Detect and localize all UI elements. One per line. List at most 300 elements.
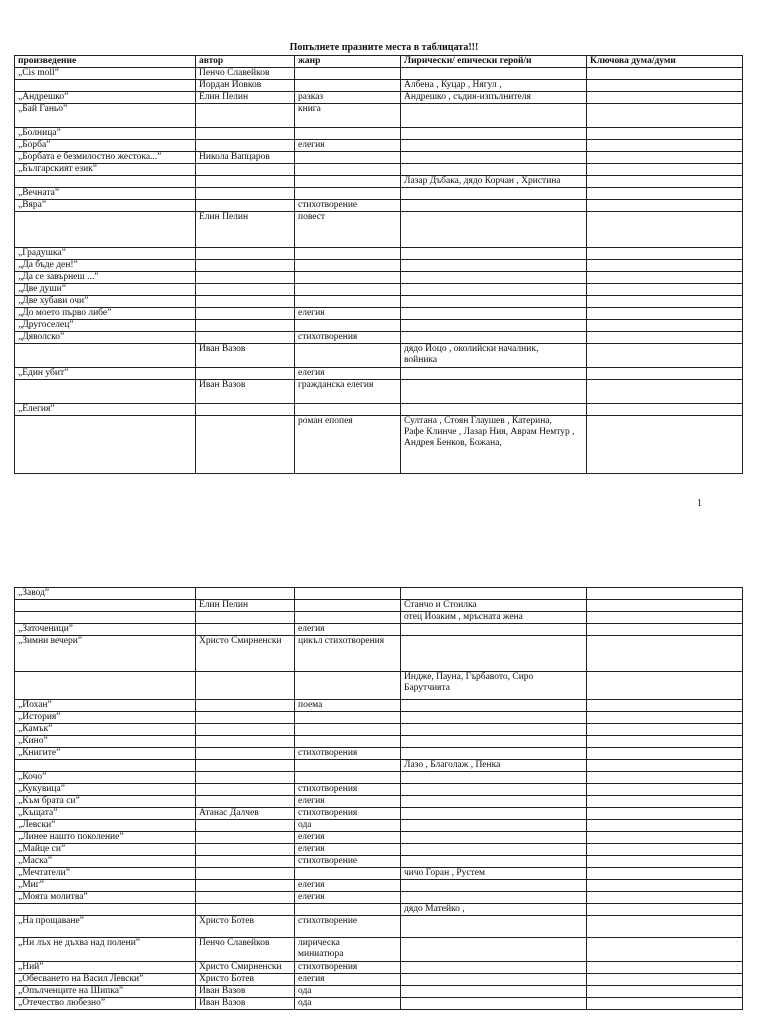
cell-keywords bbox=[587, 308, 743, 320]
page-number: 1 bbox=[697, 498, 702, 509]
cell-author bbox=[196, 308, 295, 320]
cell-genre bbox=[295, 128, 401, 140]
table-row bbox=[15, 892, 743, 904]
works-table-page-2 bbox=[14, 587, 743, 1010]
cell-work: „Вяра” bbox=[15, 200, 196, 212]
cell-author: Христо Ботев bbox=[196, 916, 295, 938]
cell-work bbox=[15, 904, 196, 916]
table-row bbox=[15, 880, 743, 892]
cell-heroes bbox=[401, 212, 587, 248]
table-header-row bbox=[15, 56, 743, 68]
table-row bbox=[15, 332, 743, 344]
table-row bbox=[15, 260, 743, 272]
cell-heroes bbox=[401, 152, 587, 164]
cell-genre: поема bbox=[295, 700, 401, 712]
cell-heroes bbox=[401, 748, 587, 760]
cell-keywords bbox=[587, 808, 743, 820]
cell-keywords bbox=[587, 272, 743, 284]
table-row bbox=[15, 636, 743, 672]
cell-heroes bbox=[401, 880, 587, 892]
table-row bbox=[15, 164, 743, 176]
cell-author bbox=[196, 844, 295, 856]
cell-heroes bbox=[401, 974, 587, 986]
cell-keywords bbox=[587, 600, 743, 612]
cell-work: „Ни лъх не дъхва над полени” bbox=[15, 938, 196, 962]
cell-author bbox=[196, 796, 295, 808]
cell-keywords bbox=[587, 588, 743, 600]
cell-keywords bbox=[587, 344, 743, 368]
cell-genre bbox=[295, 152, 401, 164]
cell-genre: роман епопея bbox=[295, 416, 401, 474]
cell-work: „Две хубави очи” bbox=[15, 296, 196, 308]
table-row bbox=[15, 600, 743, 612]
cell-author bbox=[196, 368, 295, 380]
cell-heroes bbox=[401, 998, 587, 1010]
cell-author bbox=[196, 104, 295, 128]
cell-genre: елегия bbox=[295, 892, 401, 904]
cell-keywords bbox=[587, 188, 743, 200]
cell-author bbox=[196, 284, 295, 296]
cell-author bbox=[196, 200, 295, 212]
table-row bbox=[15, 92, 743, 104]
table-row bbox=[15, 904, 743, 916]
table-row bbox=[15, 832, 743, 844]
cell-genre bbox=[295, 868, 401, 880]
cell-keywords bbox=[587, 892, 743, 904]
cell-keywords bbox=[587, 284, 743, 296]
table-row bbox=[15, 938, 743, 962]
cell-keywords bbox=[587, 962, 743, 974]
cell-genre bbox=[295, 80, 401, 92]
cell-author bbox=[196, 416, 295, 474]
cell-heroes bbox=[401, 260, 587, 272]
cell-heroes: Лазар Дъбака, дядо Корчан , Христина bbox=[401, 176, 587, 188]
cell-author: Христо Ботев bbox=[196, 974, 295, 986]
cell-genre: лирическа миниатюра bbox=[295, 938, 401, 962]
cell-keywords bbox=[587, 416, 743, 474]
cell-author bbox=[196, 404, 295, 416]
cell-author bbox=[196, 624, 295, 636]
cell-genre bbox=[295, 284, 401, 296]
cell-genre: елегия bbox=[295, 880, 401, 892]
table-row bbox=[15, 624, 743, 636]
cell-genre: елегия bbox=[295, 624, 401, 636]
cell-keywords bbox=[587, 332, 743, 344]
table-row bbox=[15, 796, 743, 808]
cell-work: „Бай Ганьо” bbox=[15, 104, 196, 128]
cell-keywords bbox=[587, 200, 743, 212]
cell-genre: стихотворения bbox=[295, 784, 401, 796]
cell-author bbox=[196, 248, 295, 260]
column-header-keywords: Ключова дума/думи bbox=[587, 56, 743, 68]
cell-author bbox=[196, 748, 295, 760]
cell-heroes bbox=[401, 736, 587, 748]
cell-work bbox=[15, 380, 196, 404]
cell-author bbox=[196, 672, 295, 700]
cell-genre: ода bbox=[295, 986, 401, 998]
cell-heroes bbox=[401, 636, 587, 672]
cell-work: „Маска” bbox=[15, 856, 196, 868]
cell-heroes: Албена , Куцар , Нягул , bbox=[401, 80, 587, 92]
cell-heroes bbox=[401, 892, 587, 904]
cell-author bbox=[196, 176, 295, 188]
cell-work: „Линее нашто поколение” bbox=[15, 832, 196, 844]
table-row bbox=[15, 724, 743, 736]
cell-heroes bbox=[401, 404, 587, 416]
cell-keywords bbox=[587, 320, 743, 332]
cell-author bbox=[196, 868, 295, 880]
cell-genre: книга bbox=[295, 104, 401, 128]
cell-genre bbox=[295, 296, 401, 308]
cell-keywords bbox=[587, 128, 743, 140]
cell-keywords bbox=[587, 760, 743, 772]
cell-author bbox=[196, 772, 295, 784]
cell-work: „До моето първо либе” bbox=[15, 308, 196, 320]
cell-genre bbox=[295, 176, 401, 188]
column-header-work: произведение bbox=[15, 56, 196, 68]
cell-work bbox=[15, 600, 196, 612]
cell-heroes bbox=[401, 128, 587, 140]
cell-genre: елегия bbox=[295, 368, 401, 380]
cell-work: „Ний” bbox=[15, 962, 196, 974]
cell-work: „Зимни вечери” bbox=[15, 636, 196, 672]
cell-keywords bbox=[587, 938, 743, 962]
table-row bbox=[15, 784, 743, 796]
cell-keywords bbox=[587, 712, 743, 724]
cell-genre: цикъл стихотворения bbox=[295, 636, 401, 672]
works-table-page-1 bbox=[14, 55, 743, 474]
cell-heroes bbox=[401, 380, 587, 404]
cell-genre bbox=[295, 344, 401, 368]
cell-genre: ода bbox=[295, 820, 401, 832]
cell-keywords bbox=[587, 636, 743, 672]
cell-genre bbox=[295, 248, 401, 260]
cell-heroes bbox=[401, 938, 587, 962]
cell-work bbox=[15, 212, 196, 248]
cell-author bbox=[196, 880, 295, 892]
cell-heroes bbox=[401, 284, 587, 296]
cell-heroes bbox=[401, 724, 587, 736]
cell-genre bbox=[295, 904, 401, 916]
cell-heroes bbox=[401, 820, 587, 832]
column-header-genre: жанр bbox=[295, 56, 401, 68]
cell-genre: стихотворения bbox=[295, 748, 401, 760]
table-row bbox=[15, 736, 743, 748]
cell-keywords bbox=[587, 624, 743, 636]
cell-work: „Борбата е безмилостно жестока...” bbox=[15, 152, 196, 164]
cell-genre bbox=[295, 260, 401, 272]
cell-work: „Обесването на Васил Левски” bbox=[15, 974, 196, 986]
cell-heroes: отец Иоаким , мръсната жена bbox=[401, 612, 587, 624]
cell-keywords bbox=[587, 212, 743, 248]
cell-work bbox=[15, 344, 196, 368]
cell-heroes bbox=[401, 588, 587, 600]
cell-work: „Вечната” bbox=[15, 188, 196, 200]
cell-work: „Две души” bbox=[15, 284, 196, 296]
cell-keywords bbox=[587, 724, 743, 736]
cell-keywords bbox=[587, 296, 743, 308]
cell-heroes: дядо Матейко , bbox=[401, 904, 587, 916]
cell-keywords bbox=[587, 986, 743, 998]
table-row bbox=[15, 200, 743, 212]
table-row bbox=[15, 104, 743, 128]
cell-work bbox=[15, 612, 196, 624]
table-row bbox=[15, 856, 743, 868]
cell-genre: стихотворение bbox=[295, 856, 401, 868]
cell-genre: елегия bbox=[295, 796, 401, 808]
cell-keywords bbox=[587, 748, 743, 760]
cell-author: Христо Смирненски bbox=[196, 962, 295, 974]
cell-keywords bbox=[587, 820, 743, 832]
cell-work bbox=[15, 176, 196, 188]
cell-author: Иван Вазов bbox=[196, 380, 295, 404]
cell-genre: елегия bbox=[295, 974, 401, 986]
cell-work: „Градушка” bbox=[15, 248, 196, 260]
cell-heroes bbox=[401, 68, 587, 80]
table-row bbox=[15, 152, 743, 164]
cell-work: „Моята молитва” bbox=[15, 892, 196, 904]
table-row bbox=[15, 588, 743, 600]
cell-genre bbox=[295, 724, 401, 736]
cell-work: „Кочо” bbox=[15, 772, 196, 784]
cell-heroes bbox=[401, 986, 587, 998]
cell-genre bbox=[295, 164, 401, 176]
cell-heroes bbox=[401, 140, 587, 152]
cell-author bbox=[196, 760, 295, 772]
table-row bbox=[15, 368, 743, 380]
cell-work: „Книгите” bbox=[15, 748, 196, 760]
cell-keywords bbox=[587, 140, 743, 152]
cell-author bbox=[196, 128, 295, 140]
cell-work: „Cis moll” bbox=[15, 68, 196, 80]
table-row bbox=[15, 916, 743, 938]
cell-heroes bbox=[401, 164, 587, 176]
cell-work: „Дяволско” bbox=[15, 332, 196, 344]
cell-genre bbox=[295, 712, 401, 724]
cell-keywords bbox=[587, 68, 743, 80]
cell-author: Иван Вазов bbox=[196, 344, 295, 368]
cell-heroes bbox=[401, 272, 587, 284]
cell-keywords bbox=[587, 736, 743, 748]
cell-heroes: Султана , Стоян Глаушев , Катерина, Рафе Клинче , Лазар Ния, Аврам Немтур , Андрея Бенков, Божана, bbox=[401, 416, 587, 474]
cell-author bbox=[196, 892, 295, 904]
cell-keywords bbox=[587, 612, 743, 624]
cell-author bbox=[196, 612, 295, 624]
cell-keywords bbox=[587, 404, 743, 416]
cell-genre bbox=[295, 672, 401, 700]
cell-heroes: Станчо и Стоилка bbox=[401, 600, 587, 612]
table-row bbox=[15, 68, 743, 80]
table-row bbox=[15, 188, 743, 200]
cell-heroes bbox=[401, 200, 587, 212]
table-row bbox=[15, 140, 743, 152]
cell-keywords bbox=[587, 80, 743, 92]
cell-author: Елин Пелин bbox=[196, 212, 295, 248]
cell-work: „Заточеници” bbox=[15, 624, 196, 636]
cell-work: „Кино” bbox=[15, 736, 196, 748]
cell-author: Иван Вазов bbox=[196, 998, 295, 1010]
cell-heroes: чичо Горан , Рустем bbox=[401, 868, 587, 880]
cell-author bbox=[196, 188, 295, 200]
cell-work: „Йохан” bbox=[15, 700, 196, 712]
cell-keywords bbox=[587, 260, 743, 272]
cell-genre: стихотворения bbox=[295, 962, 401, 974]
cell-genre: гражданска елегия bbox=[295, 380, 401, 404]
cell-keywords bbox=[587, 856, 743, 868]
cell-author bbox=[196, 320, 295, 332]
cell-work: „История” bbox=[15, 712, 196, 724]
table-row bbox=[15, 612, 743, 624]
cell-heroes bbox=[401, 368, 587, 380]
table-row bbox=[15, 416, 743, 474]
cell-keywords bbox=[587, 772, 743, 784]
cell-genre bbox=[295, 612, 401, 624]
cell-author bbox=[196, 832, 295, 844]
cell-genre bbox=[295, 772, 401, 784]
cell-author bbox=[196, 588, 295, 600]
table-row bbox=[15, 748, 743, 760]
cell-genre bbox=[295, 320, 401, 332]
cell-keywords bbox=[587, 104, 743, 128]
cell-keywords bbox=[587, 164, 743, 176]
cell-heroes bbox=[401, 104, 587, 128]
cell-work bbox=[15, 416, 196, 474]
cell-work: „Да се завърнеш ...” bbox=[15, 272, 196, 284]
table-row bbox=[15, 760, 743, 772]
cell-work: „Да бъде ден!” bbox=[15, 260, 196, 272]
cell-heroes bbox=[401, 962, 587, 974]
cell-keywords bbox=[587, 844, 743, 856]
cell-genre bbox=[295, 760, 401, 772]
cell-work: „Болница” bbox=[15, 128, 196, 140]
cell-author bbox=[196, 856, 295, 868]
cell-work: „Отечество любезно” bbox=[15, 998, 196, 1010]
cell-heroes bbox=[401, 332, 587, 344]
page-title: Попълнете празните места в таблицата!!! bbox=[289, 42, 479, 53]
cell-work: „Миг” bbox=[15, 880, 196, 892]
column-header-heroes: Лирически/ епически герой/и bbox=[401, 56, 587, 68]
table-row bbox=[15, 974, 743, 986]
cell-keywords bbox=[587, 700, 743, 712]
table-row bbox=[15, 272, 743, 284]
cell-author: Иван Вазов bbox=[196, 986, 295, 998]
cell-work: „Камък” bbox=[15, 724, 196, 736]
cell-genre bbox=[295, 188, 401, 200]
cell-heroes: Андрешко , съдия-изпълнителя bbox=[401, 92, 587, 104]
cell-author: Атанас Далчев bbox=[196, 808, 295, 820]
table-row bbox=[15, 320, 743, 332]
table-row bbox=[15, 986, 743, 998]
cell-keywords bbox=[587, 784, 743, 796]
cell-heroes bbox=[401, 844, 587, 856]
table-row bbox=[15, 80, 743, 92]
cell-keywords bbox=[587, 248, 743, 260]
table-row bbox=[15, 820, 743, 832]
cell-work: „Българският език” bbox=[15, 164, 196, 176]
cell-author bbox=[196, 736, 295, 748]
cell-heroes bbox=[401, 796, 587, 808]
cell-work: „Опълченците на Шипка” bbox=[15, 986, 196, 998]
cell-heroes: дядо Йоцо , околийски началник, войника bbox=[401, 344, 587, 368]
table-row bbox=[15, 808, 743, 820]
cell-keywords bbox=[587, 380, 743, 404]
cell-author: Йордан Йовков bbox=[196, 80, 295, 92]
cell-work: „Къщата” bbox=[15, 808, 196, 820]
cell-author bbox=[196, 272, 295, 284]
table-row bbox=[15, 700, 743, 712]
cell-keywords bbox=[587, 92, 743, 104]
cell-author bbox=[196, 904, 295, 916]
cell-author bbox=[196, 700, 295, 712]
cell-heroes bbox=[401, 772, 587, 784]
cell-work: „Към брата си” bbox=[15, 796, 196, 808]
cell-heroes: Индже, Пауна, Гърбавото, Сиро Барутчията bbox=[401, 672, 587, 700]
cell-author bbox=[196, 724, 295, 736]
cell-heroes bbox=[401, 248, 587, 260]
cell-keywords bbox=[587, 796, 743, 808]
cell-keywords bbox=[587, 974, 743, 986]
cell-heroes bbox=[401, 832, 587, 844]
cell-work: „Левски” bbox=[15, 820, 196, 832]
cell-heroes bbox=[401, 856, 587, 868]
cell-author bbox=[196, 260, 295, 272]
cell-genre: елегия bbox=[295, 844, 401, 856]
cell-heroes bbox=[401, 784, 587, 796]
cell-work: „Другоселец” bbox=[15, 320, 196, 332]
cell-genre bbox=[295, 600, 401, 612]
cell-heroes bbox=[401, 712, 587, 724]
table-row bbox=[15, 962, 743, 974]
cell-work: „Кукувица” bbox=[15, 784, 196, 796]
cell-work: „Борба” bbox=[15, 140, 196, 152]
cell-author bbox=[196, 140, 295, 152]
table-row bbox=[15, 672, 743, 700]
cell-keywords bbox=[587, 368, 743, 380]
cell-author: Елин Пелин bbox=[196, 600, 295, 612]
cell-author bbox=[196, 332, 295, 344]
table-row bbox=[15, 284, 743, 296]
cell-genre: стихотворения bbox=[295, 808, 401, 820]
cell-heroes bbox=[401, 296, 587, 308]
table-row bbox=[15, 998, 743, 1010]
cell-heroes bbox=[401, 700, 587, 712]
cell-heroes bbox=[401, 808, 587, 820]
cell-keywords bbox=[587, 868, 743, 880]
cell-work: „Завод” bbox=[15, 588, 196, 600]
cell-author bbox=[196, 296, 295, 308]
cell-author bbox=[196, 164, 295, 176]
cell-author: Никола Вапцаров bbox=[196, 152, 295, 164]
cell-genre: стихотворения bbox=[295, 332, 401, 344]
cell-genre bbox=[295, 404, 401, 416]
cell-author: Пенчо Славейков bbox=[196, 938, 295, 962]
table-row bbox=[15, 296, 743, 308]
cell-heroes bbox=[401, 308, 587, 320]
cell-author bbox=[196, 712, 295, 724]
cell-work: „Един убит” bbox=[15, 368, 196, 380]
table-row bbox=[15, 404, 743, 416]
cell-genre bbox=[295, 736, 401, 748]
cell-genre bbox=[295, 68, 401, 80]
table-row bbox=[15, 248, 743, 260]
cell-work: „Мечтатели” bbox=[15, 868, 196, 880]
cell-genre bbox=[295, 272, 401, 284]
cell-author: Пенчо Славейков bbox=[196, 68, 295, 80]
table-row bbox=[15, 844, 743, 856]
column-header-author: автор bbox=[196, 56, 295, 68]
cell-heroes bbox=[401, 188, 587, 200]
cell-author bbox=[196, 820, 295, 832]
